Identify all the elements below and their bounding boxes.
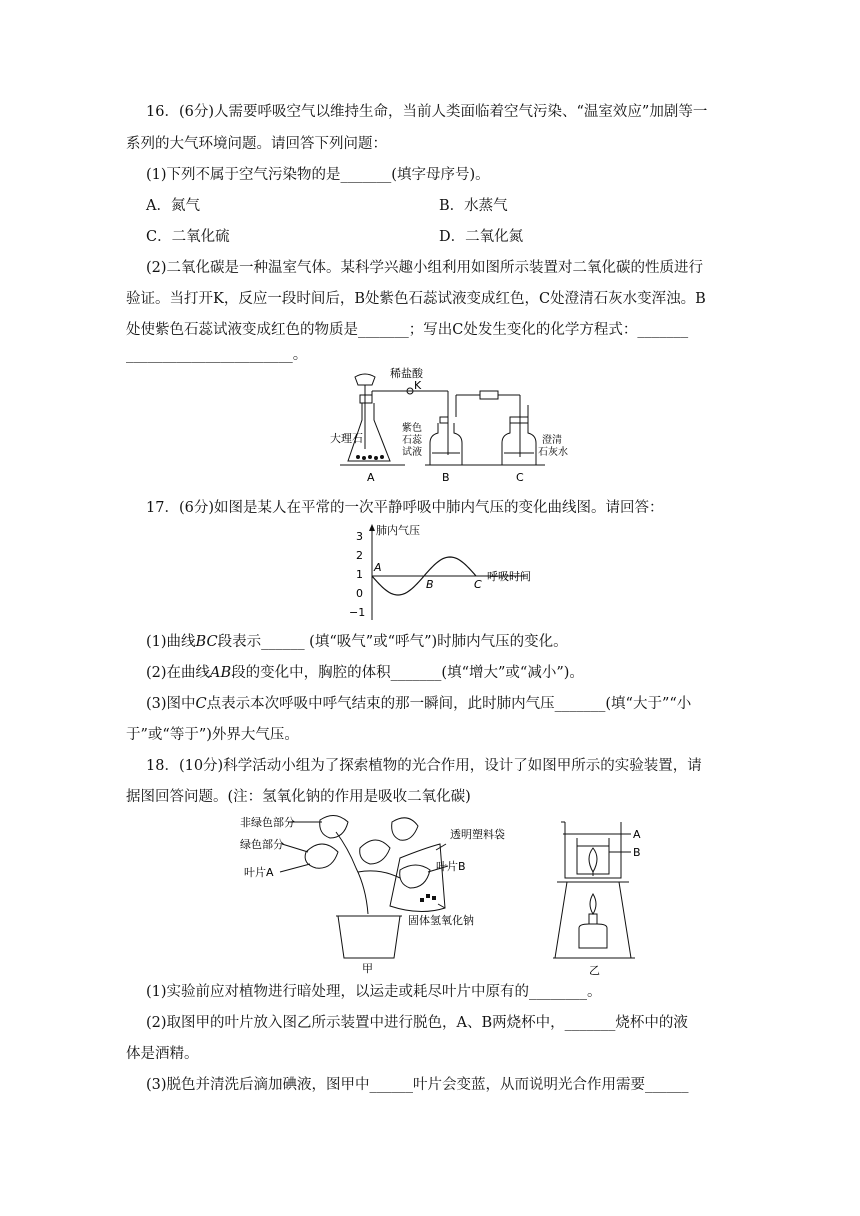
- y-axis-arrow: [369, 524, 375, 531]
- label-b: B: [442, 471, 450, 484]
- q16-option-d: D．二氧化氮: [439, 229, 524, 245]
- label-naoh: 固体氢氧化钠: [408, 914, 474, 927]
- label-beaker-b: B: [633, 846, 641, 859]
- label-lime-1: 澄清: [542, 435, 562, 446]
- q18-sub3: (3)脱色并清洗后滴加碘液，图甲中______叶片会变蓝，从而说明光合作用需要______: [146, 1077, 689, 1093]
- q17-sub3-line2: 于”或“等于”)外界大气压。: [126, 727, 299, 743]
- y-tick-2: 2: [356, 549, 363, 562]
- q17-sub3-b: C: [195, 696, 207, 712]
- q16-sub2-line2: 验证。当打开K，反应一段时间后，B处紫色石蕊试液变成红色，C处澄清石灰水变浑浊。B: [126, 291, 706, 307]
- q16-sub2-line1: (2)二氧化碳是一种温室气体。某科学兴趣小组利用如图所示装置对二氧化碳的性质进行: [146, 260, 704, 276]
- q17-stem: 17．(6分)如图是某人在平常的一次平静呼吸中肺内气压的变化曲线图。请回答：: [146, 500, 664, 516]
- q17-sub2-a: (2)在曲线: [146, 665, 211, 681]
- label-acid: 稀盐酸: [390, 367, 423, 380]
- q18-stem-line2: 据图回答问题。(注：氢氧化钠的作用是吸收二氧化碳): [126, 789, 471, 805]
- q16-option-c: C．二氧化硫: [146, 229, 230, 245]
- label-valve-k: K: [414, 379, 422, 392]
- y-tick-1: 1: [356, 568, 363, 581]
- q16-sub1: (1)下列不属于空气污染物的是_______(填字母序号)。: [146, 167, 490, 183]
- q16-option-b: B．水蒸气: [439, 198, 508, 214]
- q17-sub3-a: (3)图中: [146, 696, 196, 712]
- q18-stem-line1: 18．(10分)科学活动小组为了探索植物的光合作用，设计了如图甲所示的实验装置，请: [146, 758, 702, 774]
- q17-sub2-c: 段的变化中，胸腔的体积_______(填“增大”或“减小”)。: [231, 665, 584, 681]
- label-litmus-2: 石蕊: [402, 435, 422, 446]
- q16-stem-line1: 16．(6分)人需要呼吸空气以维持生命，当前人类面临着空气污染、“温室效应”加剧等一: [146, 104, 708, 120]
- q18-sub2-line2: 体是酒精。: [126, 1046, 199, 1062]
- q17-sub2-b: AB: [210, 665, 232, 681]
- beaker-figure-yi: [545, 818, 655, 976]
- label-yi: 乙: [589, 964, 600, 977]
- q17-sub1: [146, 632, 568, 652]
- q17-sub1-b: BC: [195, 634, 218, 650]
- point-label-b: B: [426, 578, 434, 591]
- label-jia: 甲: [362, 962, 373, 975]
- label-c: C: [516, 471, 524, 484]
- q17-sub2: [146, 663, 584, 683]
- label-litmus-3: 试液: [402, 447, 422, 458]
- y-tick-0: 0: [356, 587, 363, 600]
- q16-sub2-line4: _______________________。: [126, 347, 308, 363]
- q17-sub3-line1: [146, 694, 691, 714]
- q16-option-a: A．氮气: [146, 198, 200, 214]
- label-green-part: 绿色部分: [240, 838, 284, 851]
- y-tick-3: 3: [356, 530, 363, 543]
- q17-sub1-c: 段表示______ (填“吸气”或“呼气”)时肺内气压的变化。: [217, 634, 568, 650]
- label-lime-2: 石灰水: [538, 447, 568, 458]
- lung-pressure-chart: [346, 522, 542, 624]
- x-axis-label: 呼吸时间: [487, 570, 531, 583]
- y-tick-minus1: −1: [349, 606, 366, 619]
- q18-sub2-line1: (2)取图甲的叶片放入图乙所示装置中进行脱色，A、B两烧杯中，_______烧杯中的液: [146, 1015, 688, 1031]
- label-litmus-1: 紫色: [402, 423, 422, 434]
- label-leaf-b: 叶片B: [436, 860, 466, 873]
- label-a: A: [367, 471, 375, 484]
- label-bag: 透明塑料袋: [450, 828, 505, 841]
- label-beaker-a: A: [633, 828, 641, 841]
- q18-sub1: (1)实验前应对植物进行暗处理，以运走或耗尽叶片中原有的________。: [146, 984, 602, 1000]
- co2-apparatus-figure: [330, 365, 590, 490]
- q17-sub1-a: (1)曲线: [146, 634, 196, 650]
- label-marble: 大理石: [330, 432, 363, 445]
- q16-stem-line2: 系列的大气环境问题。请回答下列问题：: [126, 136, 387, 152]
- plant-figure-jia: [240, 808, 505, 976]
- y-axis-label: 肺内气压: [376, 524, 420, 537]
- q17-sub3-c: 点表示本次呼吸中呼气结束的那一瞬间，此时肺内气压_______(填“大于”“小: [206, 696, 692, 712]
- label-nongreen-part: 非绿色部分: [240, 816, 295, 829]
- label-leaf-a: 叶片A: [244, 866, 274, 879]
- q16-sub2-line3: 处使紫色石蕊试液变成红色的物质是_______；写出C处发生变化的化学方程式：_______: [126, 322, 689, 338]
- point-label-a: A: [374, 561, 382, 574]
- point-label-c: C: [474, 578, 482, 591]
